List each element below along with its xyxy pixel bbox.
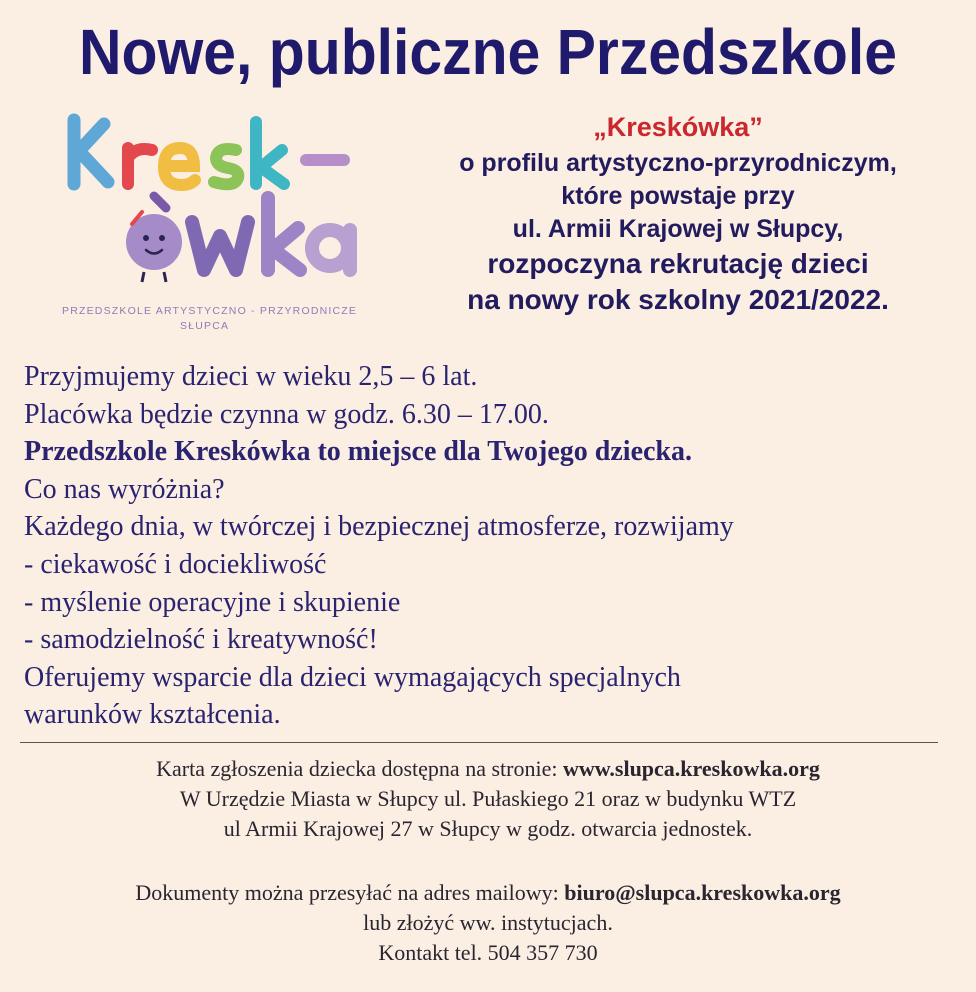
logo-caption: PRZEDSZKOLE ARTYSTYCZNO - PRZYRODNICZE: [62, 305, 358, 317]
footer-line-2: W Urzędzie Miasta w Słupcy ul. Pułaskiego 21 oraz w budynku WTZ: [179, 786, 797, 811]
logo-letter-e: [164, 148, 195, 185]
footer-line-4: [0, 878, 976, 908]
body-line: Każdego dnia, w twórczej i bezpiecznej atmosferze, rozwijamy: [24, 511, 734, 543]
website-link[interactable]: www.slupca.kreskowka.org: [562, 756, 820, 781]
body-line: Oferujemy wsparcie dla dzieci wymagających specjalnych: [24, 661, 681, 693]
footer-line-5: lub złożyć ww. instytucjach.: [363, 910, 613, 935]
intro-line-5: na nowy rok szkolny 2021/2022.: [467, 284, 889, 315]
logo-graphic: [62, 112, 372, 337]
logo-letter-k: [74, 120, 108, 184]
email-link[interactable]: biuro@slupca.kreskowka.org: [564, 880, 841, 905]
spacer: [0, 844, 976, 878]
intro-line-2: które powstaje przy: [561, 182, 795, 210]
kreskowka-logo: [62, 112, 372, 337]
body-list-item: - samodzielność i kreatywność!: [24, 624, 378, 656]
footer-text: Dokumenty można przesyłać na adres mailowy:: [135, 880, 565, 905]
intro-line-1: o profilu artystyczno-przyrodniczym,: [459, 149, 897, 177]
logo-letter-s: [214, 149, 238, 184]
footer-text: Karta zgłoszenia dziecka dostępna na stronie:: [156, 756, 563, 781]
logo-letter-k2: [256, 122, 284, 184]
divider: [20, 742, 938, 743]
footer-line-6: Kontakt tel. 504 357 730: [378, 940, 598, 965]
body-line: Placówka będzie czynna w godz. 6.30 – 17.00.: [24, 398, 549, 430]
body-line: Co nas wyróżnia?: [24, 473, 225, 505]
body-line: Przyjmujemy dzieci w wieku 2,5 – 6 lat.: [24, 361, 478, 392]
body-line-bold: Przedszkole Kreskówka to miejsce dla Twojego dziecka.: [24, 436, 693, 468]
logo-letter-r: [128, 148, 152, 184]
body-line: warunków kształcenia.: [24, 699, 281, 731]
logo-letter-a: [312, 230, 350, 270]
preschool-name: „Kreskówka”: [593, 112, 763, 142]
footer-line-1: [0, 754, 976, 784]
footer-line-3: ul Armii Krajowej 27 w Słupcy w godz. otwarcia jednostek.: [223, 816, 753, 841]
logo-caption-city: SŁUPCA: [180, 320, 230, 332]
body-text: [24, 358, 964, 734]
intro-block: [380, 107, 976, 318]
logo-letter-w: [192, 222, 248, 270]
logo-letter-k3: [268, 198, 300, 270]
headline: Nowe, publiczne Przedszkole: [79, 16, 897, 88]
intro-line-4: rozpoczyna rekrutację dzieci: [487, 248, 869, 279]
body-list-item: - myślenie operacyjne i skupienie: [24, 586, 401, 618]
logo-character-o: [126, 196, 182, 282]
footer: [0, 754, 976, 968]
body-list-item: - ciekawość i dociekliwość: [24, 548, 327, 580]
intro-line-3: ul. Armii Krajowej w Słupcy,: [512, 215, 844, 243]
